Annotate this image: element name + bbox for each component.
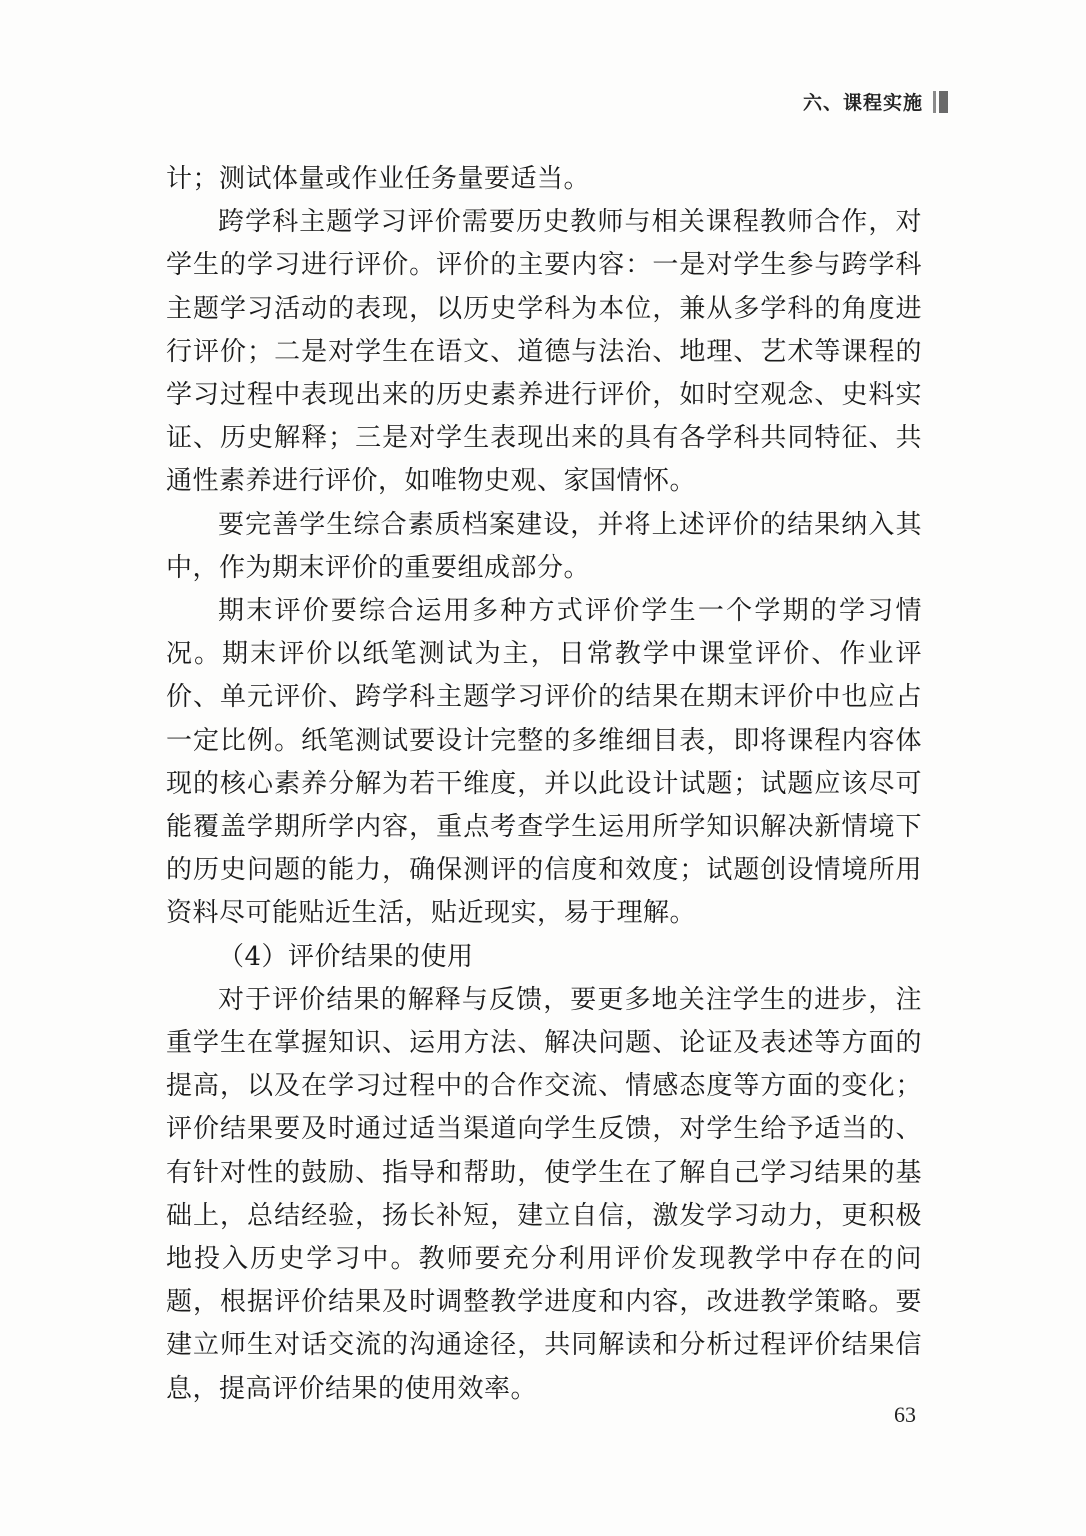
- section-title: 六、课程实施: [802, 92, 923, 114]
- page-number: 63: [894, 1402, 916, 1427]
- paragraph: 对于评价结果的解释与反馈，要更多地关注学生的进步，注重学生在掌握知识、运用方法、解决问题、论证及表述等方面的提高，以及在学习过程中的合作交流、情感态度等方面的变化；评价结果要及时通过适当渠道向学生反馈，对学生给予适当的、有针对性的鼓励、指导和帮助，使学生在了解自己学习结果的基础上，总结经验，扬长补短，建立自信，激发学习动力，更积极地投入历史学习中。教师要充分利用评价发现教学中存在的问题，根据评价结果及时调整教学进度和内容，改进教学策略。要建立师生对话交流的沟通途径，共同解读和分析过程评价结果信息，提高评价结果的使用效率。: [166, 984, 922, 1404]
- thick-bar: [939, 91, 948, 113]
- paragraph: 期末评价要综合运用多种方式评价学生一个学期的学习情况。期末评价以纸笔测试为主，日常教学中课堂评价、作业评价、单元评价、跨学科主题学习评价的结果在期末评价中也应占一定比例。纸笔测试要设计完整的多维细目表，即将课程内容体现的核心素养分解为若干维度，并以此设计试题；试题应该尽可能覆盖学期所学内容，重点考查学生运用所学知识解决新情境下的历史问题的能力，确保测评的信度和效度；试题创设情境所用资料尽可能贴近生活，贴近现实，易于理解。: [166, 596, 922, 929]
- section-bars-icon: [933, 91, 948, 113]
- thin-bar: [933, 91, 936, 113]
- subsection-heading: （4）评价结果的使用: [218, 941, 474, 972]
- paragraph-continued: 计；测试体量或作业任务量要适当。: [166, 164, 591, 194]
- running-header: [803, 88, 948, 115]
- paragraph: 要完善学生综合素质档案建设，并将上述评价的结果纳入其中，作为期末评价的重要组成部分。: [166, 509, 922, 583]
- paragraph: 跨学科主题学习评价需要历史教师与相关课程教师合作，对学生的学习进行评价。评价的主要内容：一是对学生参与跨学科主题学习活动的表现，以历史学科为本位，兼从多学科的角度进行评价；二是对学生在语文、道德与法治、地理、艺术等课程的学习过程中表现出来的历史素养进行评价，如时空观念、史料实证、历史解释；三是对学生表现出来的具有各学科共同特征、共通性素养进行评价，如唯物史观、家国情怀。: [166, 207, 922, 497]
- body-text: [166, 158, 922, 1411]
